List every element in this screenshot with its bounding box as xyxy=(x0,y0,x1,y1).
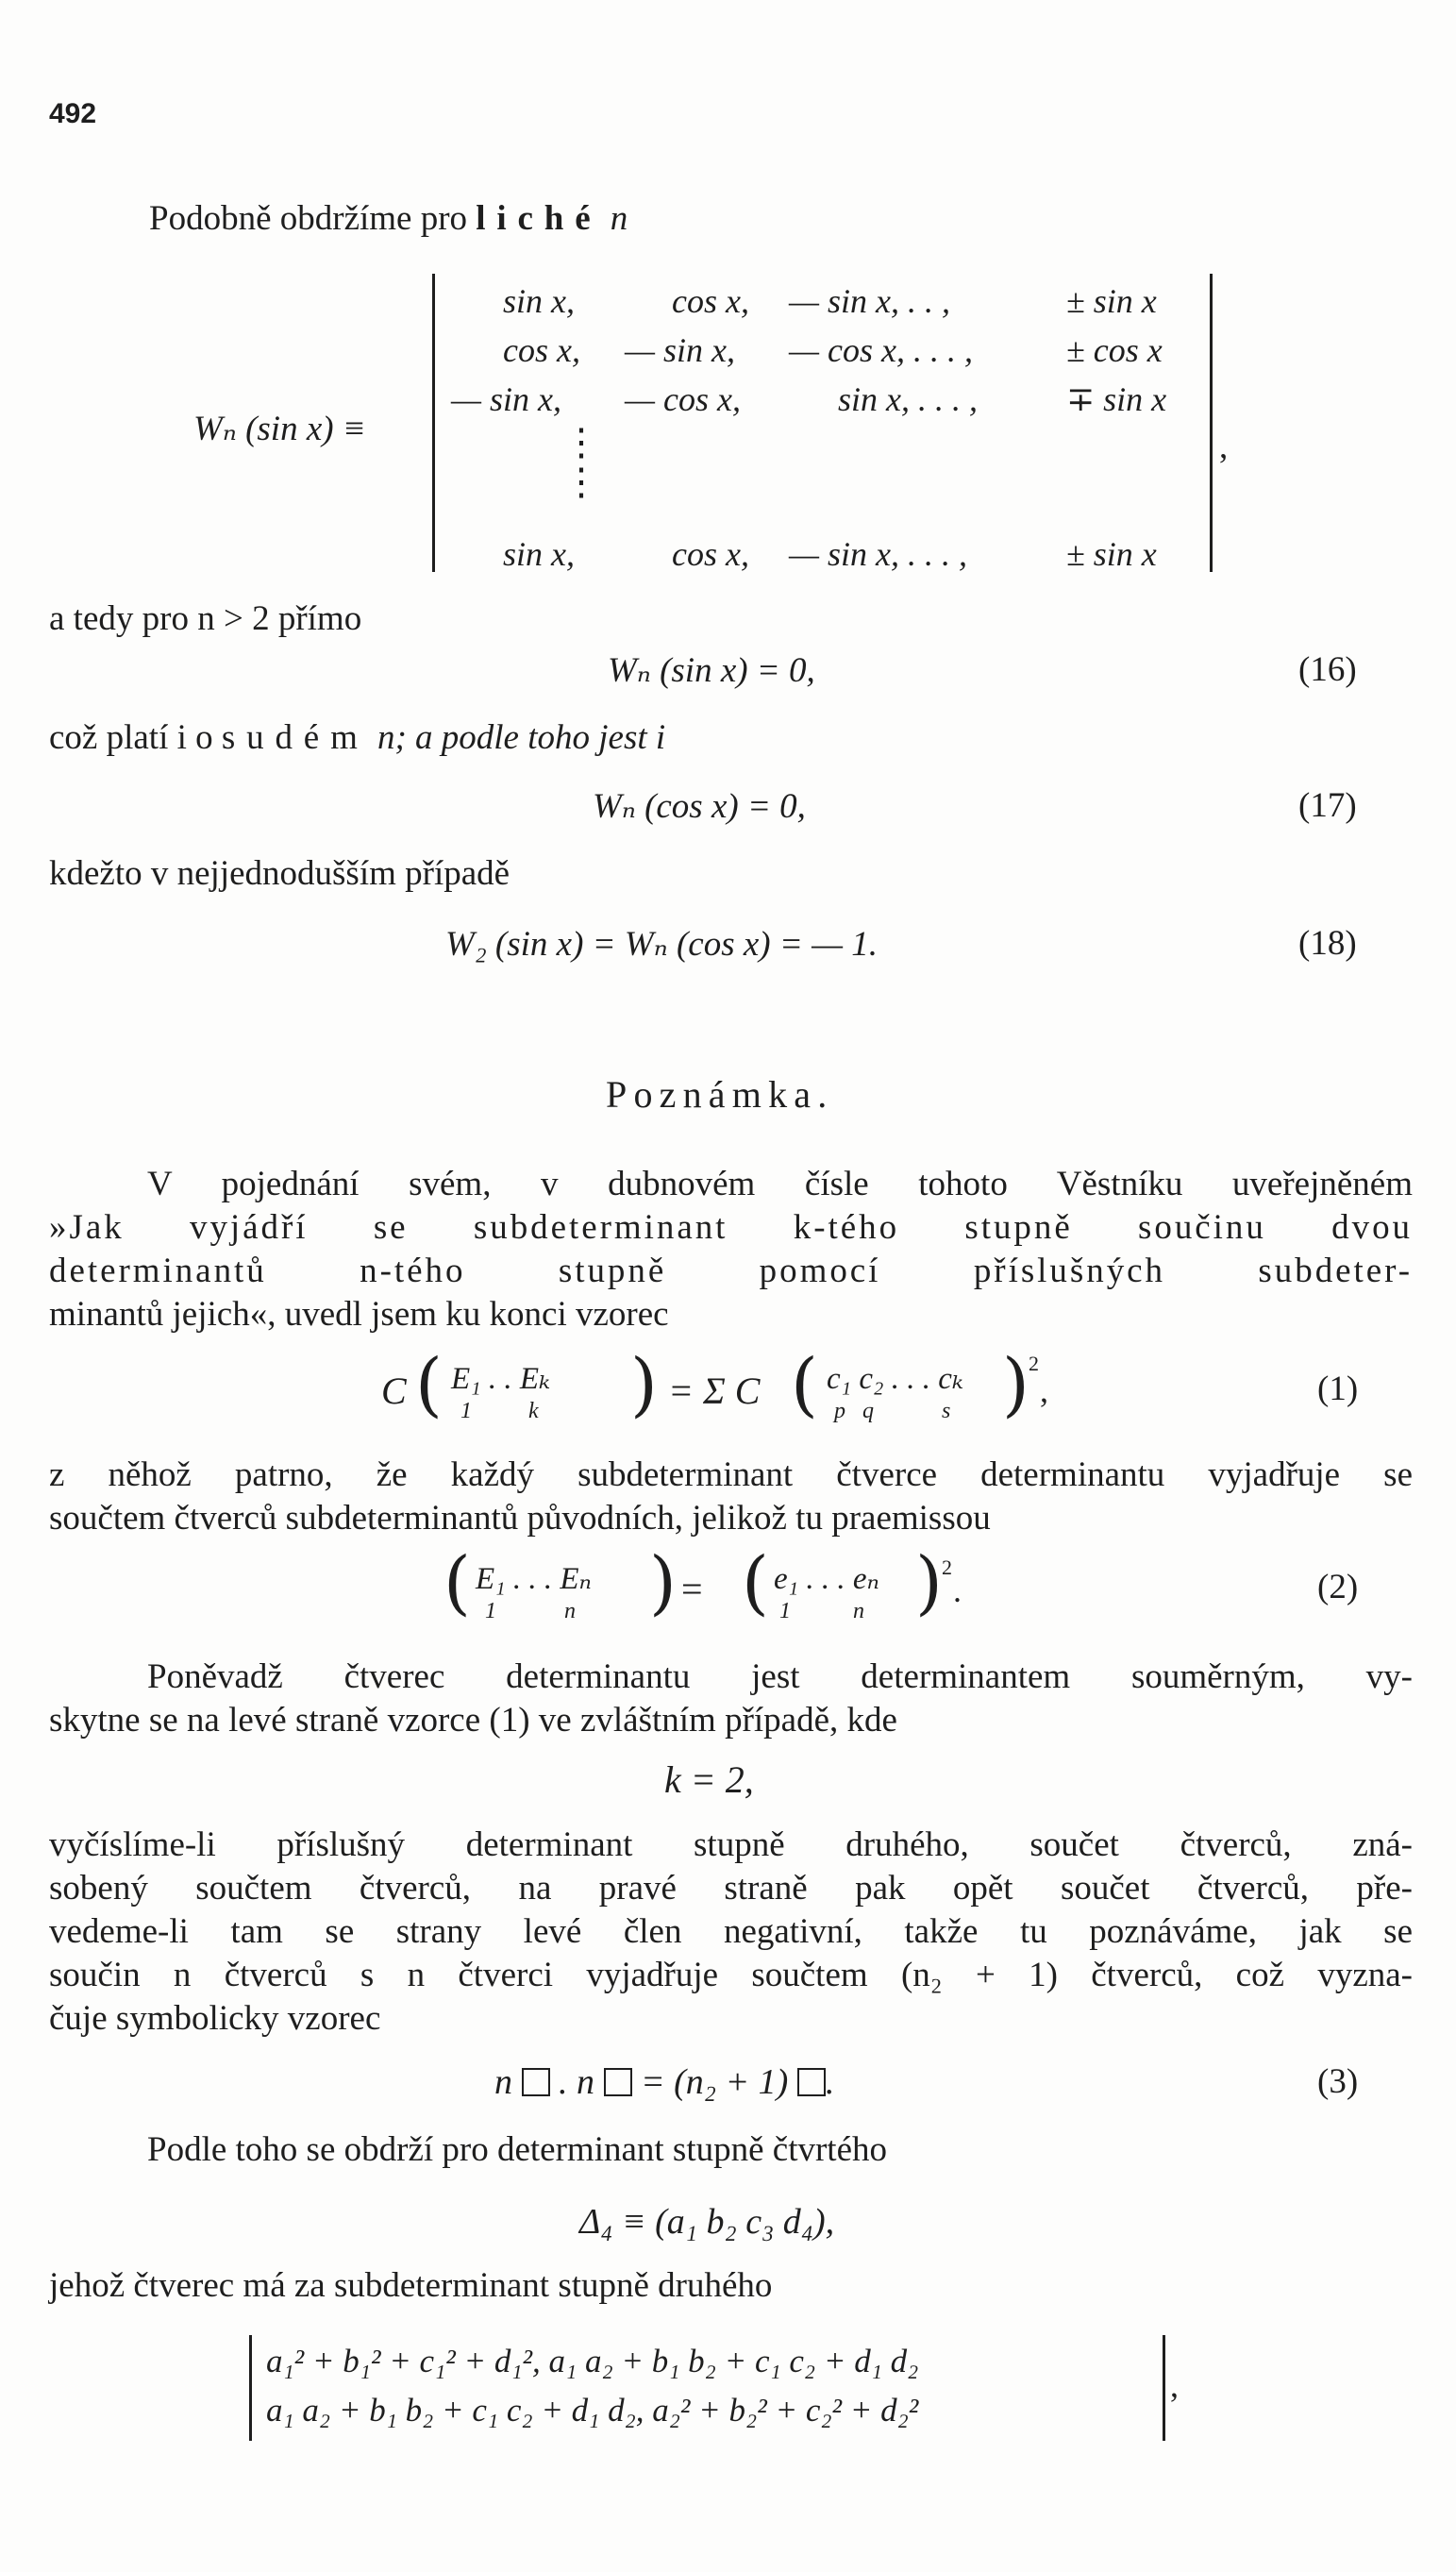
eq17-label: (17) xyxy=(1298,786,1357,825)
eq2-square: 2 xyxy=(942,1555,952,1579)
det-cell: sin x, xyxy=(503,535,575,573)
det-vdots: ⋮ xyxy=(562,461,600,503)
eq1-lparen2: ( xyxy=(791,1344,818,1425)
para2-line: z něhož patrno, že každý subdeterminant čtverce determinantu vyjadřuje se xyxy=(49,1455,1413,1494)
eq1-lhs-bot: 1 k xyxy=(460,1399,539,1423)
plati-pre: což platí i o xyxy=(49,718,213,757)
square-box xyxy=(604,2068,632,2096)
eq2-lparen: ( xyxy=(443,1542,471,1623)
eq1-lhs-top: E₁ . . Eₖ xyxy=(451,1362,551,1396)
paragraph-1 xyxy=(49,1163,1413,1336)
paragraph-2 xyxy=(49,1454,1413,1540)
page-number: 492 xyxy=(49,98,97,129)
det-cell: — sin x, . . . , xyxy=(789,535,967,573)
eq2-rhs-bot: 1 n xyxy=(779,1599,864,1623)
eq3-n1: n xyxy=(494,2062,512,2102)
eq3-rhs: = (n₂ + 1) xyxy=(641,2062,789,2102)
intro-text: Podobně obdržíme pro xyxy=(149,199,468,238)
det-left-bar xyxy=(432,274,435,572)
paragraph-3 xyxy=(49,1656,1413,1742)
eq16-label: (16) xyxy=(1298,650,1357,689)
eq1-end: , xyxy=(1040,1371,1048,1409)
paragraph-6: jehož čtverec má za subdeterminant stupně druhého xyxy=(49,2266,773,2305)
equation-3 xyxy=(494,2061,834,2103)
eq2-lparen2: ( xyxy=(742,1542,769,1623)
para1-line: determinantů n-tého stupně pomocí příslušných subdeter- xyxy=(49,1252,1413,1290)
eq2-eq: = xyxy=(681,1568,703,1610)
eq2-rparen2: ) xyxy=(915,1542,943,1623)
eq1-label: (1) xyxy=(1317,1370,1359,1408)
det-cell: — cos x, . . . , xyxy=(789,331,973,369)
intro-spaced: liché xyxy=(476,199,602,238)
det-cell: ± cos x xyxy=(1066,331,1163,369)
eq2-label: (2) xyxy=(1317,1568,1359,1606)
para1-line: »Jak vyjádří se subdeterminant k-tého stupně součinu dvou xyxy=(49,1208,1413,1247)
eq2-lhs-top: E₁ . . . Eₙ xyxy=(476,1562,592,1596)
final-det-row-1: a₁² + b₁² + c₁² + d₁², a₁ a₂ + b₁ b₂ + c₁ c₂ + d₁ d₂ xyxy=(266,2343,919,2379)
eq3-end: . xyxy=(825,2062,835,2102)
line-kdezto: kdežto v nejjednodušším případě xyxy=(49,854,510,893)
eq3-dot: . xyxy=(559,2062,568,2102)
eq1-rhs-top: c₁ c₂ . . . cₖ xyxy=(827,1362,963,1396)
eq1-rparen2: ) xyxy=(1002,1344,1029,1425)
eq-delta: Δ₄ ≡ (a₁ b₂ c₃ d₄), xyxy=(579,2202,835,2242)
intro-var: n xyxy=(610,199,628,238)
para3-line: Poněvadž čtverec determinantu jest determinantem souměrným, vy- xyxy=(147,1657,1413,1696)
det-cell: ± sin x xyxy=(1066,535,1157,573)
eq1-sum: = Σ C xyxy=(668,1370,761,1412)
intro-line xyxy=(149,198,628,239)
eq2-rhs-top: e₁ . . . eₙ xyxy=(774,1562,879,1596)
para4-line: vedeme-li tam se strany levé člen negativní, takže tu poznáváme, jak se xyxy=(49,1912,1413,1951)
eq2-lhs-bot: 1 n xyxy=(485,1599,576,1623)
det-cell: ± sin x xyxy=(1066,282,1157,320)
det-trailing-comma: , xyxy=(1219,428,1229,466)
det-cell: — sin x, xyxy=(625,331,735,369)
para4-line: sobený součtem čtverců, na pravé straně pak opět součet čtverců, pře- xyxy=(49,1869,1413,1908)
section-heading: Poznámka. xyxy=(606,1073,834,1116)
eq18-formula: W₂ (sin x) = Wₙ (cos x) = — 1. xyxy=(445,925,878,964)
eq2-rparen: ) xyxy=(649,1542,677,1623)
para1-line: minantů jejich«, uvedl jsem ku konci vzorec xyxy=(49,1295,669,1334)
eq16-formula: Wₙ (sin x) = 0, xyxy=(608,651,815,690)
paragraph-5: Podle toho se obdrží pro determinant stupně čtvrtého xyxy=(147,2130,888,2169)
final-det-right-bar xyxy=(1163,2335,1165,2441)
para4-line: čuje symbolicky vzorec xyxy=(49,1999,381,2038)
wronskian-lhs: Wₙ (sin x) ≡ xyxy=(193,410,366,448)
line-plati xyxy=(49,717,665,758)
line-tedy: a tedy pro n > 2 přímo xyxy=(49,599,362,638)
det-cell: sin x, xyxy=(503,282,575,320)
para2-line: součtem čtverců subdeterminantů původních, jelikož tu praemissou xyxy=(49,1499,991,1538)
eq1-lparen: ( xyxy=(415,1344,443,1425)
eq3-n2: n xyxy=(577,2062,594,2102)
eq1-square: 2 xyxy=(1029,1352,1039,1375)
det-vdots: ⋮ xyxy=(562,421,600,463)
eq1-rhs-bot: p q s xyxy=(834,1399,951,1423)
det-cell: — sin x, . . , xyxy=(789,282,950,320)
eq1-rparen: ) xyxy=(630,1344,658,1425)
square-box xyxy=(797,2068,826,2096)
para4-line: vyčíslíme-li příslušný determinant stupně druhého, součet čtverců, zná- xyxy=(49,1825,1413,1864)
eq18-label: (18) xyxy=(1298,924,1357,963)
para1-line: V pojednání svém, v dubnovém čísle tohoto Věstníku uveřejněném xyxy=(147,1165,1413,1203)
det-cell: ∓ sin x xyxy=(1066,380,1167,418)
eq-k: k = 2, xyxy=(664,1758,754,1801)
eq3-label: (3) xyxy=(1317,2062,1359,2101)
para3-line: skytne se na levé straně vzorce (1) ve zvláštním případě, kde xyxy=(49,1701,897,1740)
det-cell: cos x, xyxy=(672,282,749,320)
det-cell: cos x, xyxy=(503,331,580,369)
square-box xyxy=(522,2068,550,2096)
det-cell: cos x, xyxy=(672,535,749,573)
final-det-left-bar xyxy=(249,2335,252,2441)
final-det-row-2: a₁ a₂ + b₁ b₂ + c₁ c₂ + d₁ d₂, a₂² + b₂² + c₂² + d₂² xyxy=(266,2392,919,2429)
det-cell: sin x, . . . , xyxy=(838,380,978,418)
eq1-C: C xyxy=(381,1370,407,1412)
plati-spaced: sudém xyxy=(221,718,369,757)
para4-line: součin n čtverců s n čtverci vyjadřuje součtem (n₂ + 1) čtverců, což vyzna- xyxy=(49,1956,1413,1994)
final-det-end: , xyxy=(1170,2366,1179,2404)
det-cell: — cos x, xyxy=(625,380,741,418)
det-cell: — sin x, xyxy=(451,380,561,418)
eq2-end: . xyxy=(953,1572,962,1609)
plati-post: n; a podle toho jest i xyxy=(377,718,666,757)
det-right-bar xyxy=(1210,274,1213,572)
paragraph-4 xyxy=(49,1824,1413,2041)
eq17-formula: Wₙ (cos x) = 0, xyxy=(593,787,806,826)
